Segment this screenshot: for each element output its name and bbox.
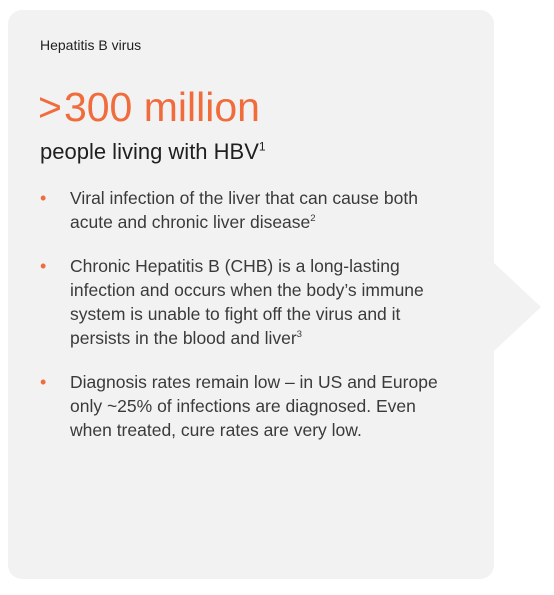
fact-list xyxy=(38,186,458,462)
subhead-text: people living with HBV xyxy=(40,139,259,164)
greater-than-symbol: > xyxy=(38,84,62,130)
bullet-dot-icon: • xyxy=(40,372,47,392)
bullet-text: Chronic Hepatitis B (CHB) is a long-lasting infection and occurs when the body’s immune system is unable to fight off the virus and it persists in the blood and liver xyxy=(70,256,424,348)
headline-value: 300 million xyxy=(63,84,260,130)
list-item xyxy=(38,370,458,442)
card-subtitle: Hepatitis B virus xyxy=(40,37,142,53)
callout-pointer xyxy=(493,262,549,352)
bullet-dot-icon: • xyxy=(40,256,47,276)
headline-description xyxy=(40,139,266,165)
bullet-reference: 2 xyxy=(310,213,316,225)
list-item xyxy=(38,186,458,234)
bullet-text: Diagnosis rates remain low – in US and Europe only ~25% of infections are diagnosed. Even when treated, cure rates are very low. xyxy=(70,372,438,440)
bullet-reference: 3 xyxy=(296,329,303,341)
bullet-dot-icon: • xyxy=(40,188,47,208)
headline-statistic xyxy=(38,82,260,132)
bullet-text: Viral infection of the liver that can cause both acute and chronic liver disease xyxy=(70,188,418,232)
subhead-reference: 1 xyxy=(258,139,266,154)
list-item xyxy=(38,254,458,350)
